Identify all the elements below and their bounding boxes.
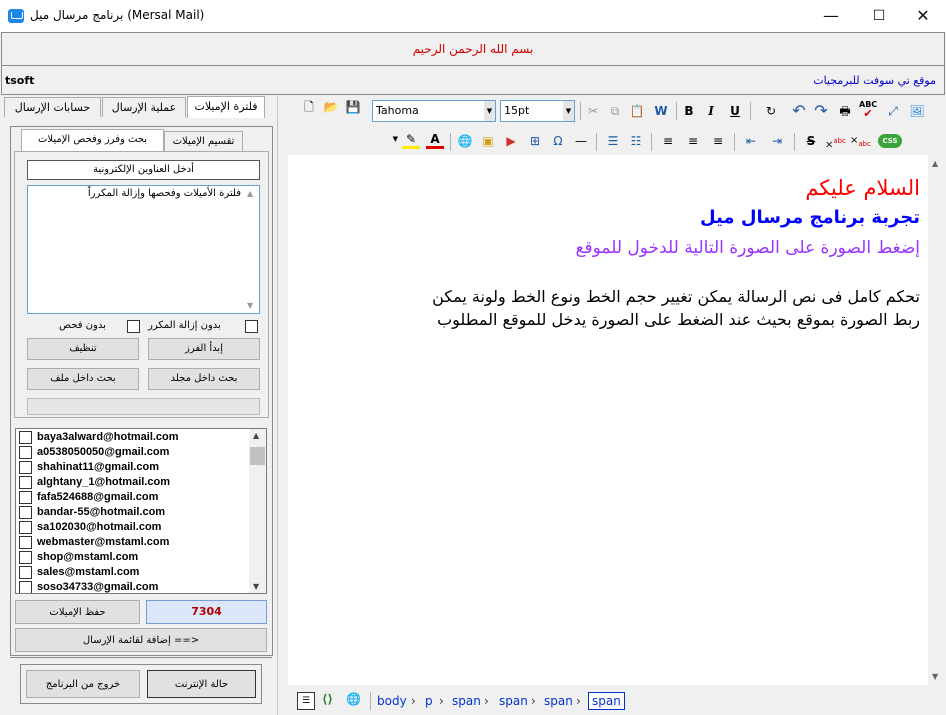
textarea-value: فلترة الأميلات وفحصها وإزالة المكرراً [87, 188, 241, 199]
tab-split-emails[interactable]: تقسيم الإميلات [164, 131, 243, 151]
scroll-thumb[interactable] [250, 447, 265, 465]
panel-splitter[interactable] [277, 96, 285, 715]
strikethrough-icon[interactable]: S [806, 134, 816, 148]
subscript-icon[interactable]: $\times_{abc}$ [850, 135, 871, 148]
design-view-icon[interactable]: ☰ [297, 692, 315, 710]
insert-image-icon[interactable]: 🖼 [909, 104, 925, 118]
hyperlink-icon[interactable]: 🌐 [457, 134, 473, 148]
search-panel [14, 151, 269, 418]
save-emails-button[interactable]: حفظ الإميلات [15, 600, 140, 624]
bottom-button-group [20, 664, 262, 704]
no-check-checkbox[interactable] [127, 320, 140, 333]
insert-table-icon[interactable]: ⊞ [529, 134, 541, 148]
tab-search-sort-check[interactable]: بحث وفرز وفحص الإميلات [21, 129, 164, 151]
open-folder-icon[interactable]: 📂 [323, 100, 339, 114]
email-address: bandar-55@hotmail.com [37, 506, 166, 518]
underline-icon[interactable]: U [730, 104, 740, 118]
bullet-list-icon[interactable]: ☷ [630, 134, 642, 148]
align-center-icon[interactable]: ≡ [687, 134, 699, 148]
paste-word-icon[interactable]: W [654, 104, 668, 118]
tab-sending-process[interactable]: عملية الإرسال [102, 97, 186, 117]
website-link[interactable]: موقع تي سوفت للبرمجيات [813, 74, 936, 87]
email-checkbox[interactable] [19, 446, 32, 459]
chevron-up-icon: ▲ [253, 431, 260, 440]
mail-app-icon [8, 9, 24, 23]
indent-icon[interactable]: ⇥ [771, 134, 783, 148]
chevron-up-icon: ▲ [247, 189, 254, 198]
chevron-down-icon: ▼ [247, 301, 254, 310]
save-icon[interactable]: 💾 [345, 100, 361, 114]
font-name-value: Tahoma [376, 104, 419, 117]
font-color-icon[interactable]: A [426, 132, 444, 149]
spellcheck-icon[interactable]: ABC ✔ [859, 100, 878, 120]
email-checkbox[interactable] [19, 521, 32, 534]
separator [734, 133, 735, 151]
divider [10, 657, 272, 658]
copy-icon[interactable]: ⧉ [610, 104, 620, 118]
brand-name: tsoft [5, 74, 35, 87]
internet-status-button[interactable]: حالة الإنترنت [147, 670, 256, 698]
email-address: sa102030@hotmail.com [37, 521, 162, 533]
brand-bar [1, 65, 945, 95]
tab-sending-accounts[interactable]: حسابات الإرسال [4, 97, 101, 117]
search-folder-button[interactable]: بحث داخل مجلد [148, 368, 260, 390]
tab-filter-emails[interactable]: فلترة الإميلات [187, 96, 265, 118]
font-size-value: 15pt [504, 104, 530, 117]
style-select[interactable] [298, 132, 398, 152]
start-sort-button[interactable]: إبدأ الفرز [148, 338, 260, 360]
superscript-icon[interactable]: ×$^{abc}$ [825, 137, 846, 151]
insert-media-icon[interactable]: ▶ [506, 134, 516, 148]
refresh-icon[interactable]: ↻ [765, 104, 777, 118]
email-address: baya3alward@hotmail.com [37, 431, 179, 443]
chevron-right-icon: › [576, 694, 581, 708]
title-bar [0, 0, 946, 32]
chevron-down-icon: ▼ [484, 101, 495, 121]
email-address: sales@mstaml.com [37, 566, 140, 578]
content-title: تجربة برنامج مرسال ميل [700, 207, 920, 228]
preview-icon[interactable]: 🌐 [346, 692, 361, 706]
addresses-header: أدخل العناوين الإلكترونية [27, 160, 260, 180]
separator [794, 133, 795, 151]
separator [450, 133, 451, 151]
font-size-select[interactable] [500, 100, 575, 122]
email-checkbox[interactable] [19, 461, 32, 474]
breadcrumb-item[interactable]: span [499, 694, 528, 708]
undo-icon[interactable]: ↶ [792, 101, 806, 120]
email-checkbox[interactable] [19, 566, 32, 579]
maximize-button[interactable]: ☐ [872, 8, 886, 24]
content-body-line1: تحكم كامل فى نص الرسالة يمكن تغيير حجم الخط ونوع الخط ولونة يمكن [432, 287, 920, 306]
editor-toolbar-row2 [288, 130, 945, 154]
content-body-line2: ربط الصورة بموقع بحيث عند الضغط على الصورة يدخل للموقع المطلوب [437, 310, 920, 329]
editor-toolbar-row1 [288, 98, 945, 126]
email-address: shop@mstaml.com [37, 551, 139, 563]
print-icon[interactable]: 🖶 [839, 104, 851, 118]
chevron-right-icon: › [531, 694, 536, 708]
email-checkbox[interactable] [19, 551, 32, 564]
breadcrumb-item[interactable]: span [588, 692, 625, 710]
close-button[interactable]: ✕ [916, 6, 930, 25]
chevron-down-icon: ▼ [932, 672, 939, 681]
email-checkbox[interactable] [19, 476, 32, 489]
special-char-icon[interactable]: Ω [553, 134, 563, 148]
email-address: soso34733@gmail.com [37, 581, 159, 593]
window-title: برنامج مرسال ميل (Mersal Mail) [30, 8, 205, 22]
numbered-list-icon[interactable]: ☰ [607, 134, 619, 148]
chevron-right-icon: › [439, 694, 444, 708]
italic-icon[interactable]: I [708, 104, 714, 118]
email-checkbox[interactable] [19, 491, 32, 504]
editor-statusbar [288, 688, 945, 715]
minimize-button[interactable]: — [823, 6, 839, 25]
breadcrumb-item[interactable]: span [544, 694, 573, 708]
no-dedupe-label: بدون إزالة المكرر [148, 320, 221, 331]
align-left-icon[interactable]: ≡ [662, 134, 674, 148]
email-checkbox[interactable] [19, 431, 32, 444]
highlight-color-icon[interactable]: ✎ [402, 132, 420, 149]
add-to-send-list-button[interactable]: إضافة لقائمة الإرسال ==> [15, 628, 267, 652]
progress-bar [27, 398, 260, 415]
css-icon[interactable]: CSS [878, 134, 902, 148]
editor-content[interactable] [288, 155, 928, 685]
email-checkbox[interactable] [19, 581, 32, 594]
paste-icon[interactable]: 📋 [629, 104, 645, 118]
clean-button[interactable]: تنظيف [27, 338, 139, 360]
separator [750, 102, 751, 120]
chevron-down-icon: ▼ [392, 135, 398, 143]
email-address: a0538050050@gmail.com [37, 446, 170, 458]
outdent-icon[interactable]: ⇤ [745, 134, 757, 148]
chevron-down-icon: ▼ [563, 101, 574, 121]
separator [651, 133, 652, 151]
chevron-up-icon: ▲ [932, 159, 939, 168]
separator [596, 133, 597, 151]
no-check-label: بدون فحص [59, 320, 106, 331]
email-list[interactable] [15, 428, 267, 594]
content-image-hint: إضغط الصورة على الصورة التالية للدخول للموقع [575, 238, 920, 258]
search-file-button[interactable]: بحث داخل ملف [27, 368, 139, 390]
content-greeting: السلام عليكم [805, 176, 920, 200]
chevron-right-icon: › [411, 694, 416, 708]
no-dedupe-checkbox[interactable] [245, 320, 258, 333]
horizontal-rule-icon[interactable]: — [575, 134, 587, 148]
chevron-down-icon: ▼ [253, 582, 260, 591]
email-checkbox[interactable] [19, 506, 32, 519]
textarea-scrollbar[interactable] [244, 186, 259, 313]
email-address: fafa524688@gmail.com [37, 491, 159, 503]
bold-icon[interactable]: B [684, 104, 694, 118]
editor-scrollbar[interactable] [928, 155, 945, 685]
separator [370, 692, 371, 710]
new-document-icon[interactable]: 🗋 [304, 100, 314, 114]
chevron-right-icon: › [484, 694, 489, 708]
email-list-scrollbar[interactable] [249, 429, 266, 593]
email-address: alghtany_1@hotmail.com [37, 476, 170, 488]
breadcrumb-item[interactable]: span [452, 694, 481, 708]
basmala-banner: بسم الله الرحمن الرحيم [1, 32, 945, 65]
email-address: webmaster@mstaml.com [37, 536, 170, 548]
breadcrumb-item[interactable]: body [377, 694, 407, 708]
exit-button[interactable]: خروج من البرنامج [26, 670, 140, 698]
email-checkbox[interactable] [19, 536, 32, 549]
separator [676, 102, 677, 120]
email-address: shahinat11@gmail.com [37, 461, 159, 473]
font-name-select[interactable] [372, 100, 496, 122]
insert-image2-icon[interactable]: ▣ [482, 134, 494, 148]
content-spacer [288, 263, 920, 285]
redo-icon[interactable]: ↷ [814, 101, 828, 120]
fullscreen-icon[interactable]: ⤢ [888, 104, 898, 118]
breadcrumb-item[interactable]: p [425, 694, 433, 708]
emails-textarea[interactable] [27, 185, 260, 314]
email-count: 7304 [146, 600, 267, 624]
source-view-icon[interactable]: ⟨⟩ [322, 692, 333, 706]
align-right-icon[interactable]: ≡ [712, 134, 724, 148]
separator [580, 102, 581, 120]
cut-icon[interactable]: ✂ [587, 104, 599, 118]
